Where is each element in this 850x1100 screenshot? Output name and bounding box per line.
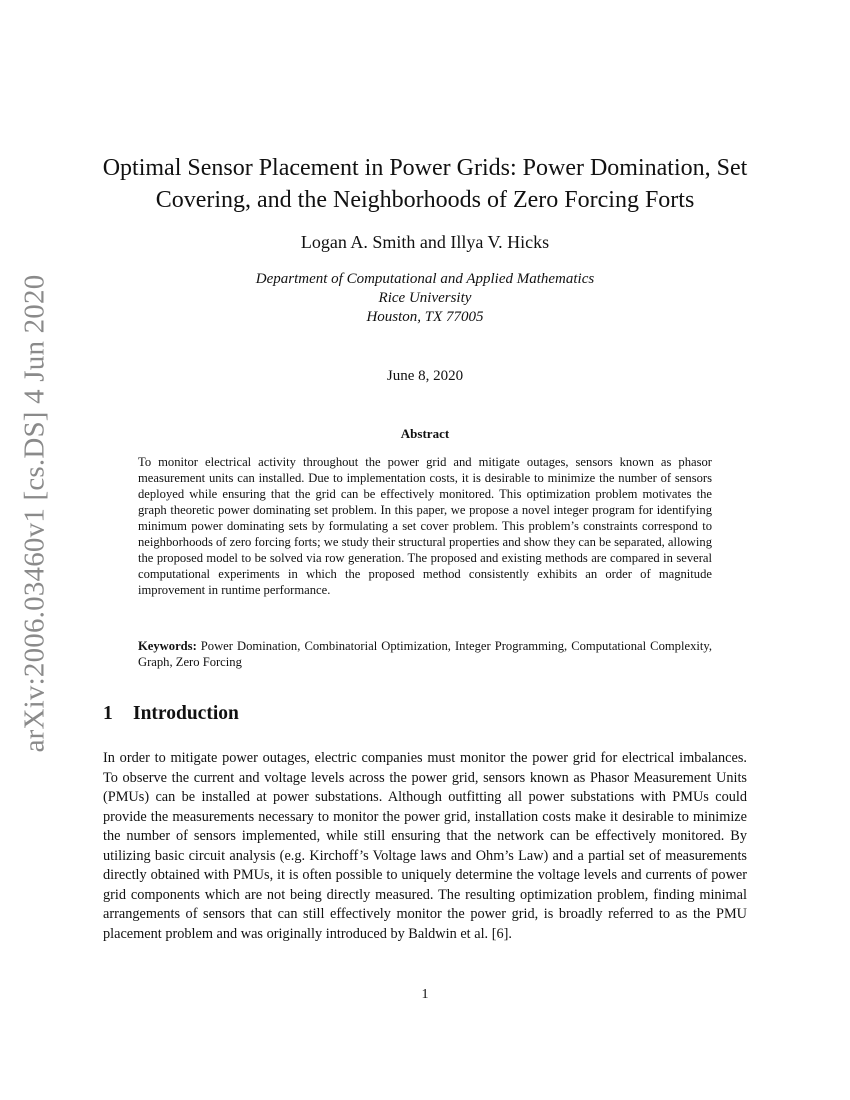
paper-title: Optimal Sensor Placement in Power Grids: Power Domination, Set Covering, and the Neighborhoods of Zero Forcing Forts [102,155,748,213]
keywords-paragraph [138,638,712,670]
abstract-text: To monitor electrical activity throughout the power grid and mitigate outages, sensors known as phasor measurement units can installed. Due to implementation costs, it is desirable to minimize the number of sensors deployed while ensuring that the grid can be effectively monitored. This optimization problem motivates the graph theoretic power dominating set problem. In this paper, we propose a novel integer program for identifying minimum power dominating sets by formulating a set cover problem. This problem’s constraints correspond to neighborhoods of zero forcing forts; we study their structural properties and show they can be separated, allowing the proposed model to be solved via row generation. The proposed and existing methods are compared in several computational experiments in which the proposed method consistently exhibits an order of magnitude improvement in runtime performance. [138,455,712,597]
keywords-label: Keywords: [138,639,197,653]
keywords-text: Power Domination, Combinatorial Optimization, Integer Programming, Computational Complexity, Graph, Zero Forcing [138,639,712,669]
arxiv-identifier-text: arXiv:2006.03460v1 [cs.DS] 4 Jun 2020 [18,274,51,752]
introduction-paragraph: In order to mitigate power outages, electric companies must monitor the power grid for electrical imbalances. To observe the current and voltage levels across the power grid, sensors known as Phasor Measurement Units (PMUs) can be installed at power substations. Although outfitting all power substations with PMUs could provide the measurements necessary to monitor the power grid, installation costs make it desirable to minimize the number of sensors implemented, while still ensuring that the network can be effectively monitored. By utilizing basic circuit analysis (e.g. Kirchoff’s Voltage laws and Ohm’s Law) and a partial set of measurements directly obtained with PMUs, it is often possible to uniquely determine the voltage levels and currents of power grid components which are not being directly measured. The resulting optimization problem, finding minimal arrangements of sensors that can still effectively monitor the power grid, is broadly referred to as the PMU placement problem and was originally introduced by Baldwin et al. [6]. [103,750,747,942]
paper-authors: Logan A. Smith and Illya V. Hicks [300,232,550,252]
section-number: 1 [103,703,113,724]
arxiv-identifier-stamp [10,274,60,752]
affiliation-department: Department of Computational and Applied Mathematics [255,271,595,287]
introduction-body [103,749,747,944]
page-number: 1 [421,987,429,1002]
section-heading-introduction [103,703,239,725]
affiliation-location: Houston, TX 77005 [366,309,484,325]
section-title: Introduction [133,703,239,724]
paper-date: June 8, 2020 [386,368,464,384]
abstract-heading: Abstract [400,426,450,441]
author-affiliation [0,270,850,327]
affiliation-university: Rice University [378,290,472,306]
